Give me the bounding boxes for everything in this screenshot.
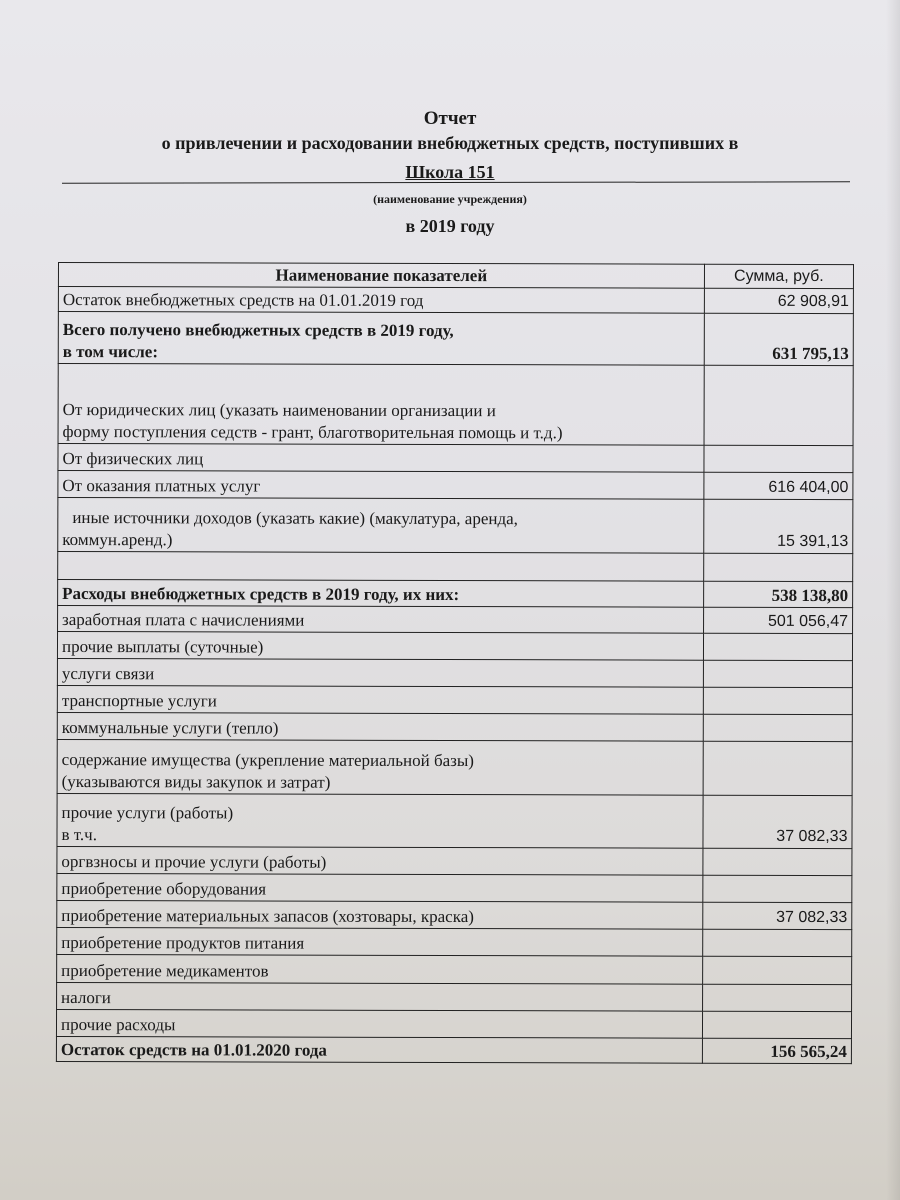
- row-label: [58, 552, 704, 582]
- table-row: [57, 982, 852, 1011]
- row-sum: 37 082,33: [703, 902, 852, 929]
- row-label: От юридических лиц (указать наименовании организации и форму поступления седств - грант, благотворительная помощь и т.д.): [58, 364, 704, 446]
- row-sum: [702, 929, 851, 956]
- table-row: [57, 685, 852, 714]
- row-label: прочие услуги (работы) в т.ч.: [57, 793, 703, 848]
- row-label: оргвзносы и прочие услуги (работы): [57, 846, 703, 875]
- table-row: [58, 471, 853, 500]
- table-row: [56, 1036, 851, 1063]
- row-label: налоги: [57, 982, 703, 1011]
- row-label: Всего получено внебюджетных средств в 2019 году, в том числе:: [58, 312, 704, 366]
- row-sum: [702, 956, 851, 984]
- row-label: приобретение материальных запасов (хозтовары, краска): [57, 900, 703, 929]
- report-year: в 2019 году: [405, 216, 495, 236]
- table-row: [57, 873, 852, 902]
- table-row: [58, 312, 853, 366]
- row-label: транспортные услуги: [57, 685, 703, 714]
- row-sum: [703, 714, 852, 741]
- table-row: [58, 552, 853, 582]
- row-label: прочие выплаты (суточные): [57, 632, 703, 661]
- table-row: [56, 1009, 851, 1038]
- report-title: Отчет: [423, 108, 477, 129]
- institution-caption: (наименование учреждения): [373, 192, 527, 206]
- table-row: [57, 632, 852, 661]
- row-sum: [703, 848, 852, 875]
- row-sum: 15 391,13: [704, 499, 853, 553]
- report-table: [56, 262, 854, 1064]
- table-row: [58, 580, 853, 608]
- row-label: услуги связи: [57, 658, 703, 687]
- table-row: [57, 739, 852, 795]
- row-label: приобретение продуктов питания: [57, 927, 703, 956]
- institution-name: Школа 151: [405, 162, 495, 182]
- row-sum: [703, 741, 852, 795]
- row-sum: 616 404,00: [704, 472, 853, 499]
- row-sum: [702, 984, 851, 1011]
- row-label: приобретение медикаментов: [57, 954, 703, 984]
- row-label: Расходы внебюджетных средств в 2019 году, их них:: [58, 580, 704, 608]
- row-sum: 62 908,91: [704, 288, 853, 313]
- row-sum: [702, 1011, 851, 1038]
- row-sum: [703, 633, 852, 660]
- row-sum: 631 795,13: [704, 313, 853, 365]
- row-sum: [703, 660, 852, 687]
- row-sum: 37 082,33: [703, 795, 852, 848]
- table-row: [57, 954, 852, 984]
- column-header-sum: Сумма, руб.: [704, 264, 853, 288]
- row-sum: [703, 553, 852, 581]
- row-label: приобретение оборудования: [57, 873, 703, 902]
- column-header-name: Наименование показателей: [58, 263, 704, 289]
- row-sum: 538 138,80: [703, 581, 852, 607]
- table-row: [57, 846, 852, 875]
- table-row: [58, 498, 853, 554]
- table-row: [57, 793, 852, 848]
- table-row: [57, 658, 852, 687]
- row-sum: 501 056,47: [703, 607, 852, 633]
- row-label: содержание имущества (укрепление материальной базы) (указываются виды закупок и затрат): [57, 739, 703, 795]
- row-label: иные источники доходов (указать какие) (макулатура, аренда, коммун.аренд.): [58, 498, 704, 554]
- table-row: [58, 444, 853, 473]
- table-row: [57, 927, 852, 956]
- table-row: [57, 712, 852, 741]
- row-label: Остаток средств на 01.01.2020 года: [56, 1036, 702, 1063]
- row-label: От оказания платных услуг: [58, 471, 704, 500]
- table-row: [58, 364, 853, 446]
- table-row: [58, 606, 853, 634]
- row-sum: [703, 875, 852, 902]
- row-label: прочие расходы: [56, 1009, 702, 1038]
- row-sum: [704, 445, 853, 472]
- row-label: Остаток внебюджетных средств на 01.01.2019 год: [58, 287, 704, 314]
- table-header-row: [58, 263, 853, 289]
- table-row: [57, 900, 852, 929]
- row-sum: 156 565,24: [702, 1038, 851, 1063]
- row-sum: [704, 365, 853, 445]
- table-row: [58, 287, 853, 314]
- row-label: От физических лиц: [58, 444, 704, 473]
- row-label: коммунальные услуги (тепло): [57, 712, 703, 741]
- report-subtitle: о привлечении и расходовании внебюджетных средств, поступивших в: [161, 133, 739, 153]
- row-label: заработная плата с начислениями: [58, 606, 704, 634]
- row-sum: [703, 687, 852, 714]
